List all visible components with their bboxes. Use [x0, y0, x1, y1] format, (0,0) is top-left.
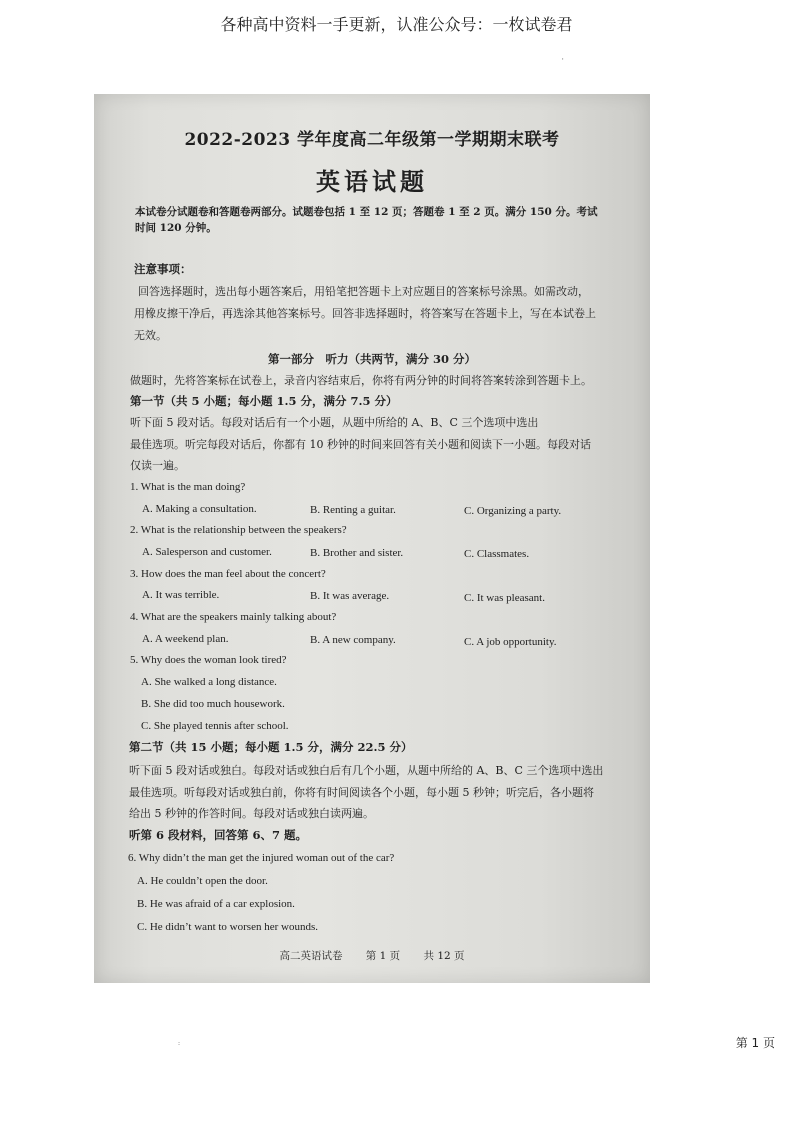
q2-option-b: B. Brother and sister.: [310, 547, 404, 559]
top-banner: 各种高中资料一手更新，认准公众号：一枚试卷君: [220, 15, 573, 34]
section1-line-3: 仅读一遍。: [130, 459, 185, 472]
q4-option-b: B. A new company.: [310, 634, 396, 646]
q3-option-b: B. It was average.: [310, 590, 390, 602]
question-1: 1. What is the man doing?: [130, 481, 246, 493]
q1-option-b: B. Renting a guitar.: [310, 504, 396, 516]
part1-heading: 第一部分 听力（共两节，满分 30 分）: [267, 352, 476, 366]
q6-option-b: B. He was afraid of a car explosion.: [137, 898, 295, 910]
question-5: 5. Why does the woman look tired?: [130, 654, 287, 666]
q3-option-a: A. It was terrible.: [142, 589, 220, 601]
notice-line-1: 回答选择题时，选出每小题答案后，用铅笔把答题卡上对应题目的答案标号涂黑。如需改动，: [138, 285, 589, 298]
exam-photo: [94, 94, 650, 983]
section1-heading: 第一节（共 5 小题；每小题 1.5 分，满分 7.5 分）: [130, 394, 398, 408]
section1-line-2: 最佳选项。听完每段对话后，你都有 10 秒钟的时间来回答有关小题和阅读下一小题。每段对话: [130, 438, 591, 451]
section2-line-3: 给出 5 秒钟的作答时间。每段对话或独白读两遍。: [129, 807, 374, 820]
footer-dot: :: [178, 1040, 181, 1047]
notice-line-3: 无效。: [134, 329, 167, 342]
small-mark: ': [562, 58, 564, 65]
document-page-number: 第 1 页: [735, 1036, 775, 1050]
q5-option-b: B. She did too much housework.: [141, 698, 285, 710]
question-2: 2. What is the relationship between the speakers?: [130, 524, 347, 536]
q3-option-c: C. It was pleasant.: [464, 592, 545, 604]
q5-option-c: C. She played tennis after school.: [141, 720, 289, 732]
exam-subject: 英语试题: [316, 167, 428, 196]
q6-option-a: A. He couldn’t open the door.: [137, 875, 268, 887]
question-6: 6. Why didn’t the man get the injured woman out of the car?: [128, 852, 395, 864]
question-3: 3. How does the man feel about the concert?: [130, 568, 326, 580]
q2-option-a: A. Salesperson and customer.: [142, 546, 272, 558]
footer-total-pages: 共 12 页: [423, 950, 465, 962]
q1-option-a: A. Making a consultation.: [142, 503, 257, 515]
footer-exam-name: 高二英语试卷: [279, 950, 343, 962]
exam-title: 2022-2023 学年度高二年级第一学期期末联考: [184, 130, 560, 150]
q4-option-c: C. A job opportunity.: [464, 636, 557, 648]
part1-instruction: 做题时，先将答案标在试卷上，录音内容结束后，你将有两分钟的时间将答案转涂到答题卡上。: [130, 374, 592, 387]
q6-option-c: C. He didn’t want to worsen her wounds.: [137, 921, 318, 933]
q5-option-a: A. She walked a long distance.: [141, 676, 277, 688]
question-4: 4. What are the speakers mainly talking about?: [130, 611, 337, 623]
section1-line-1: 听下面 5 段对话。每段对话后有一个小题，从题中所给的 A、B、C 三个选项中选出: [130, 416, 539, 429]
section2-line-2: 最佳选项。听每段对话或独白前，你将有时间阅读各个小题，每小题 5 秒钟；听完后，各小题将: [129, 786, 594, 799]
notice-line-2: 用橡皮擦干净后，再选涂其他答案标号。回答非选择题时，将答案写在答题卡上，写在本试卷上: [134, 307, 596, 320]
section2-line-1: 听下面 5 段对话或独白。每段对话或独白后有几个小题，从题中所给的 A、B、C 三个选项中选出: [129, 764, 604, 777]
q1-option-c: C. Organizing a party.: [464, 505, 562, 517]
photo-footer: [94, 951, 650, 962]
material-6-heading: 听第 6 段材料，回答第 6、7 题。: [129, 828, 308, 842]
q4-option-a: A. A weekend plan.: [142, 633, 229, 645]
section2-heading: 第二节（共 15 小题；每小题 1.5 分，满分 22.5 分）: [129, 740, 413, 754]
footer-page-number: 第 1 页: [365, 950, 401, 962]
q2-option-c: C. Classmates.: [464, 548, 530, 560]
notice-heading: 注意事项：: [134, 262, 192, 276]
intro-line-1: 本试卷分试题卷和答题卷两部分。试题卷包括 1 至 12 页；答题卷 1 至 2 页。满分 150 分。考试: [135, 206, 598, 218]
intro-line-2: 时间 120 分钟。: [135, 222, 217, 234]
